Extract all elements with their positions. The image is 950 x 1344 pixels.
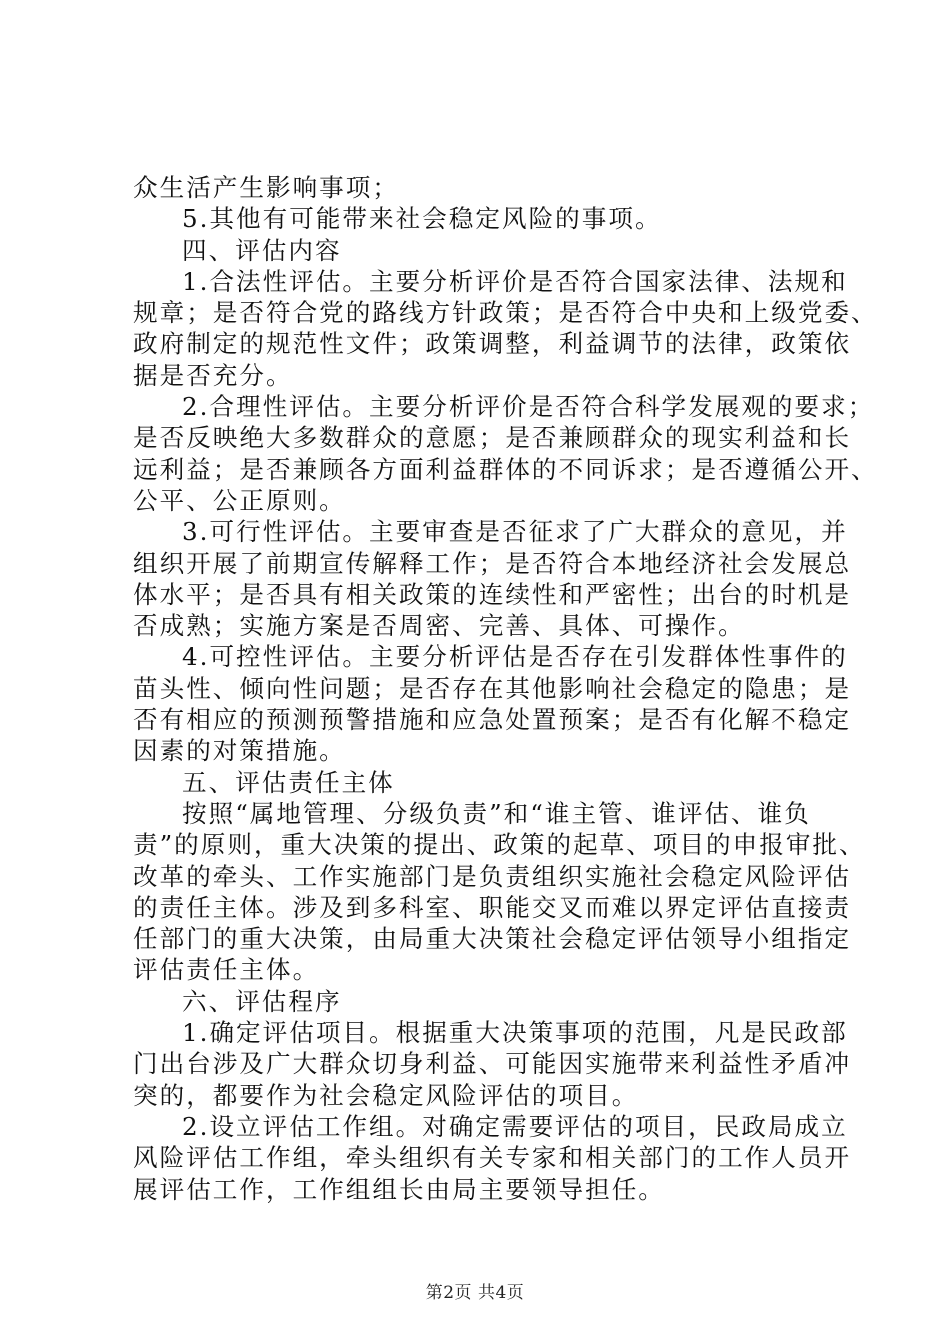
text-line: 政府制定的规范性文件；政策调整，利益调节的法律，政策依 xyxy=(133,329,852,359)
text-line: 公平、公正原则。 xyxy=(133,485,346,515)
text-line: 1.确定评估项目。根据重大决策事项的范围，凡是民政部 xyxy=(182,1018,848,1048)
page-footer xyxy=(0,1278,950,1303)
text-line: 否成熟；实施方案是否周密、完善、具体、可操作。 xyxy=(133,611,745,641)
text-line: 否有相应的预测预警措施和应急处置预案；是否有化解不稳定 xyxy=(133,705,852,735)
text-line: 任部门的重大决策，由局重大决策社会稳定评估领导小组指定 xyxy=(133,924,852,954)
page-number-label: 第2页 共4页 xyxy=(425,1283,525,1303)
text-line: 1.合法性评估。主要分析评价是否符合国家法律、法规和 xyxy=(182,266,848,296)
text-line: 突的，都要作为社会稳定风险评估的项目。 xyxy=(133,1080,639,1110)
document-body xyxy=(133,172,878,1205)
text-line: 风险评估工作组，牵头组织有关专家和相关部门的工作人员开 xyxy=(133,1143,852,1173)
text-line: 六、评估程序 xyxy=(182,986,342,1016)
text-line: 组织开展了前期宣传解释工作；是否符合本地经济社会发展总 xyxy=(133,548,852,578)
text-line: 5.其他有可能带来社会稳定风险的事项。 xyxy=(182,204,662,234)
text-line: 四、评估内容 xyxy=(182,235,342,265)
text-line: 改革的牵头、工作实施部门是负责组织实施社会稳定风险评估 xyxy=(133,861,852,891)
text-line: 因素的对策措施。 xyxy=(133,736,346,766)
text-line: 2.设立评估工作组。对确定需要评估的项目，民政局成立 xyxy=(182,1111,848,1141)
text-line: 3.可行性评估。主要审查是否征求了广大群众的意见，并 xyxy=(182,517,848,547)
text-line: 2.合理性评估。主要分析评价是否符合科学发展观的要求； xyxy=(182,392,875,422)
text-line: 据是否充分。 xyxy=(133,360,293,390)
text-line: 是否反映绝大多数群众的意愿；是否兼顾群众的现实利益和长 xyxy=(133,423,852,453)
text-line: 规章；是否符合党的路线方针政策；是否符合中央和上级党委、 xyxy=(133,298,878,328)
text-line: 按照“属地管理、分级负责”和“谁主管、谁评估、谁负 xyxy=(182,798,811,828)
text-line: 4.可控性评估。主要分析评估是否存在引发群体性事件的 xyxy=(182,642,848,672)
text-line: 门出台涉及广大群众切身利益、可能因实施带来利益性矛盾冲 xyxy=(133,1049,852,1079)
text-line: 远利益；是否兼顾各方面利益群体的不同诉求；是否遵循公开、 xyxy=(133,454,878,484)
text-line: 体水平；是否具有相关政策的连续性和严密性；出台的时机是 xyxy=(133,579,852,609)
text-line: 展评估工作，工作组组长由局主要领导担任。 xyxy=(133,1174,665,1204)
text-line: 苗头性、倾向性问题；是否存在其他影响社会稳定的隐患；是 xyxy=(133,673,852,703)
text-line: 责”的原则，重大决策的提出、政策的起草、项目的申报审批、 xyxy=(133,830,866,860)
text-line: 五、评估责任主体 xyxy=(182,767,395,797)
text-line: 众生活产生影响事项； xyxy=(133,173,399,202)
text-line: 评估责任主体。 xyxy=(133,955,320,985)
text-line: 的责任主体。涉及到多科室、职能交叉而难以界定评估直接责 xyxy=(133,892,852,922)
